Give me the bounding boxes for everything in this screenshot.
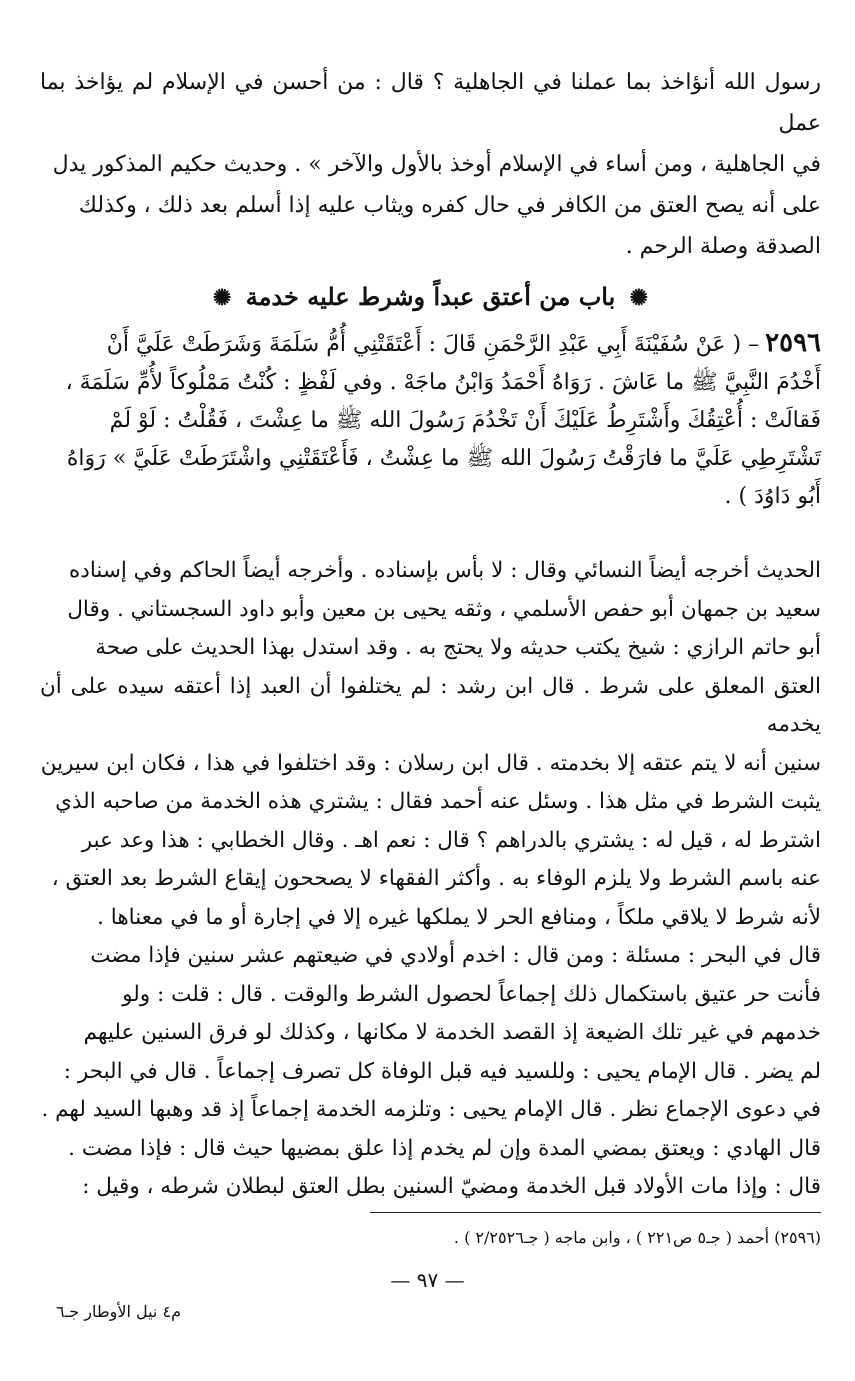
hadith-line: أَبُو دَاوُدَ ) . — [724, 484, 821, 509]
commentary-line: فأنت حر عتيق باستكمال ذلك إجماعاً لحصول الشرط والوقت . قال : قلت : ولو — [122, 981, 821, 1007]
page-number: — ٩٧ — — [390, 1268, 465, 1292]
commentary-line: سعيد بن جمهان أبو حفص الأسلمي ، وثقه يحيى بن معين وأبو داود السجستاني . وقال — [67, 596, 821, 622]
hadith-number: ٢٥٩٦ — [765, 328, 821, 358]
commentary-line: يثبت الشرط في مثل هذا . وسئل عنه أحمد فقال : يشتري هذه الخدمة من صاحبه الذي — [55, 789, 821, 814]
commentary-line: العتق المعلق على شرط . قال ابن رشد : لم يختلفوا أن العبد إذا أعتقه سيده على أن يخدمه — [40, 673, 821, 737]
intro-paragraph — [40, 62, 821, 267]
hadith-line: تَشْتَرِطِي عَلَيَّ ما فارَقْتُ رَسُولَ الله ﷺ ما عِشْتُ ، فَأَعْتَقَتْنِي واشْتَرَطَتْ عَلَيَّ » رَوَاهُ — [66, 446, 821, 471]
commentary-paragraph — [40, 552, 821, 1207]
intro-line: في الجاهلية ، ومن أساء في الإسلام أوخذ بالأول والآخر » . وحديث حكيم المذكور يدل — [52, 152, 821, 177]
hadith-line — [40, 324, 821, 364]
printer-signature: م٤ نيل الأوطار جـ٦ — [56, 1302, 181, 1321]
commentary-line: قال : وإذا مات الأولاد قبل الخدمة ومضيّ السنين بطل العتق لبطلان شرطه ، وقيل : — [82, 1174, 821, 1199]
commentary-line: عنه باسم الشرط ولا يلزم الوفاء به . وأكثر الفقهاء لا يصححون إيقاع الشرط بعد العتق ، — [51, 866, 821, 891]
commentary-line: اشترط له ، قيل له : يشتري بالدراهم ؟ قال : نعم اهـ . وقال الخطابي : هذا وعد عبر — [81, 827, 821, 853]
chapter-heading — [40, 275, 821, 320]
ornament-star-icon: ✺ — [212, 285, 232, 311]
chapter-heading-text: باب من أعتق عبداً وشرط عليه خدمة — [245, 282, 616, 311]
hadith-line: فَقالَتْ : أُعْتِقُكَ وأَشْتَرِطُ عَلَيْكَ أَنْ تَخْدُمَ رَسُولَ الله ﷺ ما عِشْتَ ، فَقُلْتُ : لَوْ لَمْ — [109, 408, 821, 433]
commentary-line: لم يضر . قال الإمام يحيى : وللسيد فيه قبل الوفاة كل تصرف إجماعاً . قال في البحر : — [63, 1058, 821, 1084]
hadith-text — [40, 324, 821, 516]
commentary-line: قال في البحر : مسئلة : ومن قال : اخدم أولادي في ضيعتهم عشر سنين فإذا مضت — [90, 943, 821, 968]
hadith-line-text: – ( عَنْ سُفَيْنَةَ أَبِي عَبْدِ الرَّحْمَنِ قَالَ : أَعْتَقَتْنِي أُمُّ سَلَمَةَ وَشَرَطَتْ عَلَيَّ أَنْ — [106, 332, 760, 357]
commentary-line: خدمهم في غير تلك الضيعة إذ القصد الخدمة لا مكانها ، وكذلك لو فرق السنين عليهم — [83, 1020, 821, 1045]
commentary-line: سنين أنه لا يتم عتقه إلا بخدمته . قال ابن رسلان : وقد اختلفوا في هذا ، فكان ابن سيرين — [40, 750, 821, 776]
commentary-line: أبو حاتم الرازي : شيخ يكتب حديثه ولا يحتج به . وقد استدل بهذا الحديث على صحة — [95, 635, 821, 660]
footnote: (٢٥٩٦) أحمد ( جـ٥ ص٢٢١ ) ، وابن ماجه ( جـ٢/٢٥٢٦ ) . — [453, 1228, 821, 1247]
ornament-star-icon: ✺ — [629, 285, 649, 311]
intro-line: الصدقة وصلة الرحم . — [625, 234, 821, 259]
page-body — [40, 62, 821, 1207]
commentary-line: قال الهادي : ويعتق بمضي المدة وإن لم يخدم إذا علق بمضيها حيث قال : فإذا مضت . — [68, 1135, 821, 1161]
intro-line: على أنه يصح العتق من الكافر في حال كفره ويثاب عليه إذا أسلم بعد ذلك ، وكذلك — [78, 193, 821, 218]
commentary-line: لأنه شرط لا يلاقي ملكاً ، ومنافع الحر لا يملكها غيره إلا في إجارة أو ما في معناها . — [97, 904, 821, 930]
footnote-divider — [370, 1212, 821, 1213]
hadith-line: أَخْدُمَ النَّبِيَّ ﷺ ما عَاشَ . رَوَاهُ أَحْمَدُ وَابْنُ ماجَهْ . وفي لَفْظٍ : كُنْتُ مَمْلُوكاً لأُمِّ سَلَمَةَ ، — [65, 370, 821, 395]
intro-line: رسول الله أنؤاخذ بما عملنا في الجاهلية ؟ قال : من أحسن في الإسلام لم يؤاخذ بما عمل — [40, 70, 821, 136]
commentary-line: الحديث أخرجه أيضاً النسائي وقال : لا بأس بإسناده . وأخرجه أيضاً الحاكم وفي إسناده — [68, 558, 821, 583]
commentary-line: في دعوى الإجماع نظر . قال الإمام يحيى : وتلزمه الخدمة إجماعاً إذ قد وهبها السيد لهم . — [41, 1097, 821, 1122]
